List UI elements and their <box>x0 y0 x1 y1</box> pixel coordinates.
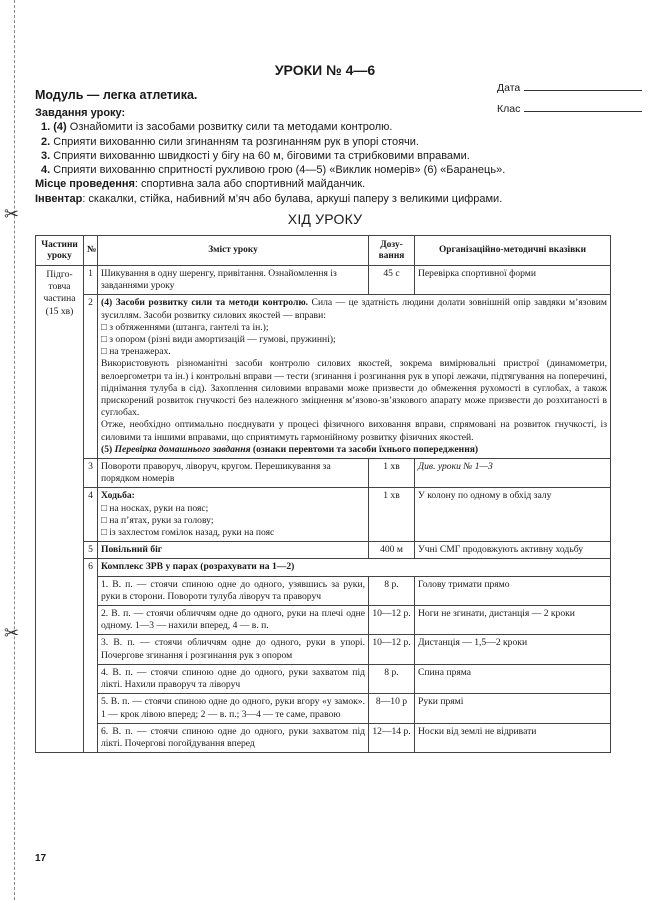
table-row: Підготовча частина (15 хв) 1 Шикування в одну шеренгу, привітання. Ознайомлення із завданнями уроку 45 с Перевірка спортивної форми <box>36 266 611 295</box>
header-dose: Дозування <box>369 236 415 266</box>
theory-block: (4) Засоби розвитку сили та методи контролю. Сила — це здатність людини долати зовнішній опір завдяки м’язовим зусиллям. Засоби розвитку силових якостей — вправи: □ з обтяженнями (штанга, гантелі та ін.); □ з опором (різні види амортизацій — гумові, пружинні); □ на тренажерах. Використовують різноманітні засоби контролю силових якостей, зокрема вимірювальні пристрої (динамометри, велоергометри та ін.) і контрольні вправи — тести (згинання і розгинання рук в упорі лежачи, підтягування на поперечині, піднімання тулуба в сід). Захоплення силовими вправами може призвести до обмеження рухомості в суглобах, а також прискорений розвиток гнучкості без належного зміцнення м’язово-зв’язкового апарату може призвести до розхитаності в суглобах. Отже, необхідно оптимально поєднувати у процесі фізичного виховання вправи, спрямовані на розвиток гнучкості, із силовими та іншими вправами, що сприятимуть гармонійному розвитку фізичних якостей. (5) Перевірка домашнього завдання (ознаки перевтоми та засоби їхнього попередження) <box>98 295 611 459</box>
page-title: УРОКИ № 4—6 <box>274 62 376 78</box>
task-item: 1. (4) Ознайомити із засобами розвитку сили та методами контролю. <box>41 121 393 134</box>
table-row: 2. В. п. — стоячи обличчям одне до одного, руки на плечі одне одному. 1—3 — нахили вперед, 4 — в. п. 10—12 р. Ноги не згинати, дистанція — 2 кроки <box>36 606 611 635</box>
date-label: Дата <box>497 82 521 94</box>
date-field <box>497 81 642 94</box>
class-blank-line <box>524 102 642 112</box>
part-label: Підготовча частина (15 хв) <box>36 266 84 753</box>
table-header-row <box>36 236 611 266</box>
page-number: 17 <box>35 853 47 864</box>
lesson-table <box>35 235 611 753</box>
header-part: Частини уроку <box>36 236 84 266</box>
place-line: Місце проведення: спортивна зала або спортивний майданчик. <box>35 178 366 191</box>
class-field <box>497 102 642 115</box>
table-row: 5 Повільний біг 400 м Учні СМГ продовжують активну ходьбу <box>36 542 611 559</box>
table-row: 1. В. п. — стоячи спиною одне до одного, узявшись за руки, руки в сторони. Повороти тулуба ліворуч та праворуч 8 р. Голову тримати прямо <box>36 576 611 605</box>
header-num: № <box>84 236 98 266</box>
lesson-tasks <box>35 106 505 206</box>
table-row: 6. В. п. — стоячи спиною одне до одного, руки захватом під лікті. Почергові погойдування вперед 12—14 р. Носки від землі не відривати <box>36 723 611 752</box>
cut-line <box>14 0 15 900</box>
table-row: 4. В. п. — стоячи спиною одне до одного, руки захватом під лікті. Нахили праворуч та ліворуч 8 р. Спина пряма <box>36 664 611 693</box>
table-row: 3 Повороти праворуч, ліворуч, кругом. Перешикування за порядком номерів 1 хв Див. уроки № 1—3 <box>36 459 611 488</box>
task-item: 3. Сприяти вихованню швидкості у бігу на 60 м, біговими та стрибковими вправами. <box>41 149 470 162</box>
module-title: Модуль — легка атлетика. <box>35 88 198 102</box>
tasks-label: Завдання уроку: <box>35 107 126 119</box>
scissors-icon: ✂ <box>4 623 20 644</box>
scissors-icon: ✂ <box>4 204 20 225</box>
list-item: □ з обтяженнями (штанга, гантелі та ін.); <box>101 322 607 334</box>
table-row: 5. В. п. — стоячи спиною одне до одного, руки вгору «у замок». 1 — крок лівою вперед; 2 — в. п.; 3—4 — те саме, правою 8—10 р Руки прямі <box>36 694 611 723</box>
table-row: 2 (4) Засоби розвитку сили та методи контролю. Сила — це здатність людини долати зовнішній опір завдяки м’язовим зусиллям. Засоби розвитку силових якостей — вправи: □ з обтяженнями (штанга, гантелі та ін.); □ з опором (різні види амортизацій — гумові, пружинні); □ на тренажерах. Використовують різноманітні засоби контролю силових якостей, зокрема вимірювальні пристрої (динамометри, велоергометри та ін.) і контрольні вправи — тести (згинання і розгинання рук в упорі лежачи, підтягування на поперечині, піднімання тулуба в сід). Захоплення силовими вправами може призвести до обмеження рухомості в суглобах, а також прискорений розвиток гнучкості без належного зміцнення м’язово-зв’язкового апарату може призвести до розхитаності в суглобах. Отже, необхідно оптимально поєднувати у процесі фізичного виховання вправи, спрямовані на розвиток гнучкості, із силовими та іншими вправами, що сприятимуть гармонійному розвитку фізичних якостей. (5) Перевірка домашнього завдання (ознаки перевтоми та засоби їхнього попередження) <box>36 295 611 459</box>
list-item: □ на носках, руки на пояс; <box>101 503 365 515</box>
list-item: □ з опором (різні види амортизацій — гумові, пружинні); <box>101 334 607 346</box>
date-blank-line <box>524 81 642 91</box>
table-row: 3. В. п. — стоячи обличчям одне до одного, руки в упорі. Почергове згинання і розгинання рук з опором 10—12 р. Дистанція — 1,5—2 кроки <box>36 635 611 664</box>
header-notes: Організаційно-методичні вказівки <box>415 236 611 266</box>
header-content: Зміст уроку <box>98 236 369 266</box>
list-item: □ на п’ятах, руки за голову; <box>101 515 365 527</box>
table-row: 6 Комплекс ЗРВ у парах (розрахувати на 1—2) <box>36 559 611 576</box>
table-row: 4 Ходьба: □ на носках, руки на пояс; □ на п’ятах, руки за голову; □ із захлестом гомілок назад, руки на пояс 1 хв У колону по одному в обхід залу <box>36 488 611 542</box>
list-item: □ на тренажерах. <box>101 346 607 358</box>
task-item: 2. Сприяти вихованню сили згинанням та розгинанням рук в упорі стоячи. <box>41 135 419 148</box>
task-item: 4. Сприяти вихованню спритності рухливою грою (4—5) «Виклик номерів» (6) «Баранець». <box>41 164 506 177</box>
inventory-line: Інвентар: скакалки, стійка, набивний м’яч або булава, аркуші паперу з великими цифрами. <box>35 192 503 205</box>
section-heading: ХІД УРОКУ <box>287 211 363 227</box>
list-item: □ із захлестом гомілок назад, руки на пояс <box>101 527 365 539</box>
class-label: Клас <box>497 103 521 115</box>
